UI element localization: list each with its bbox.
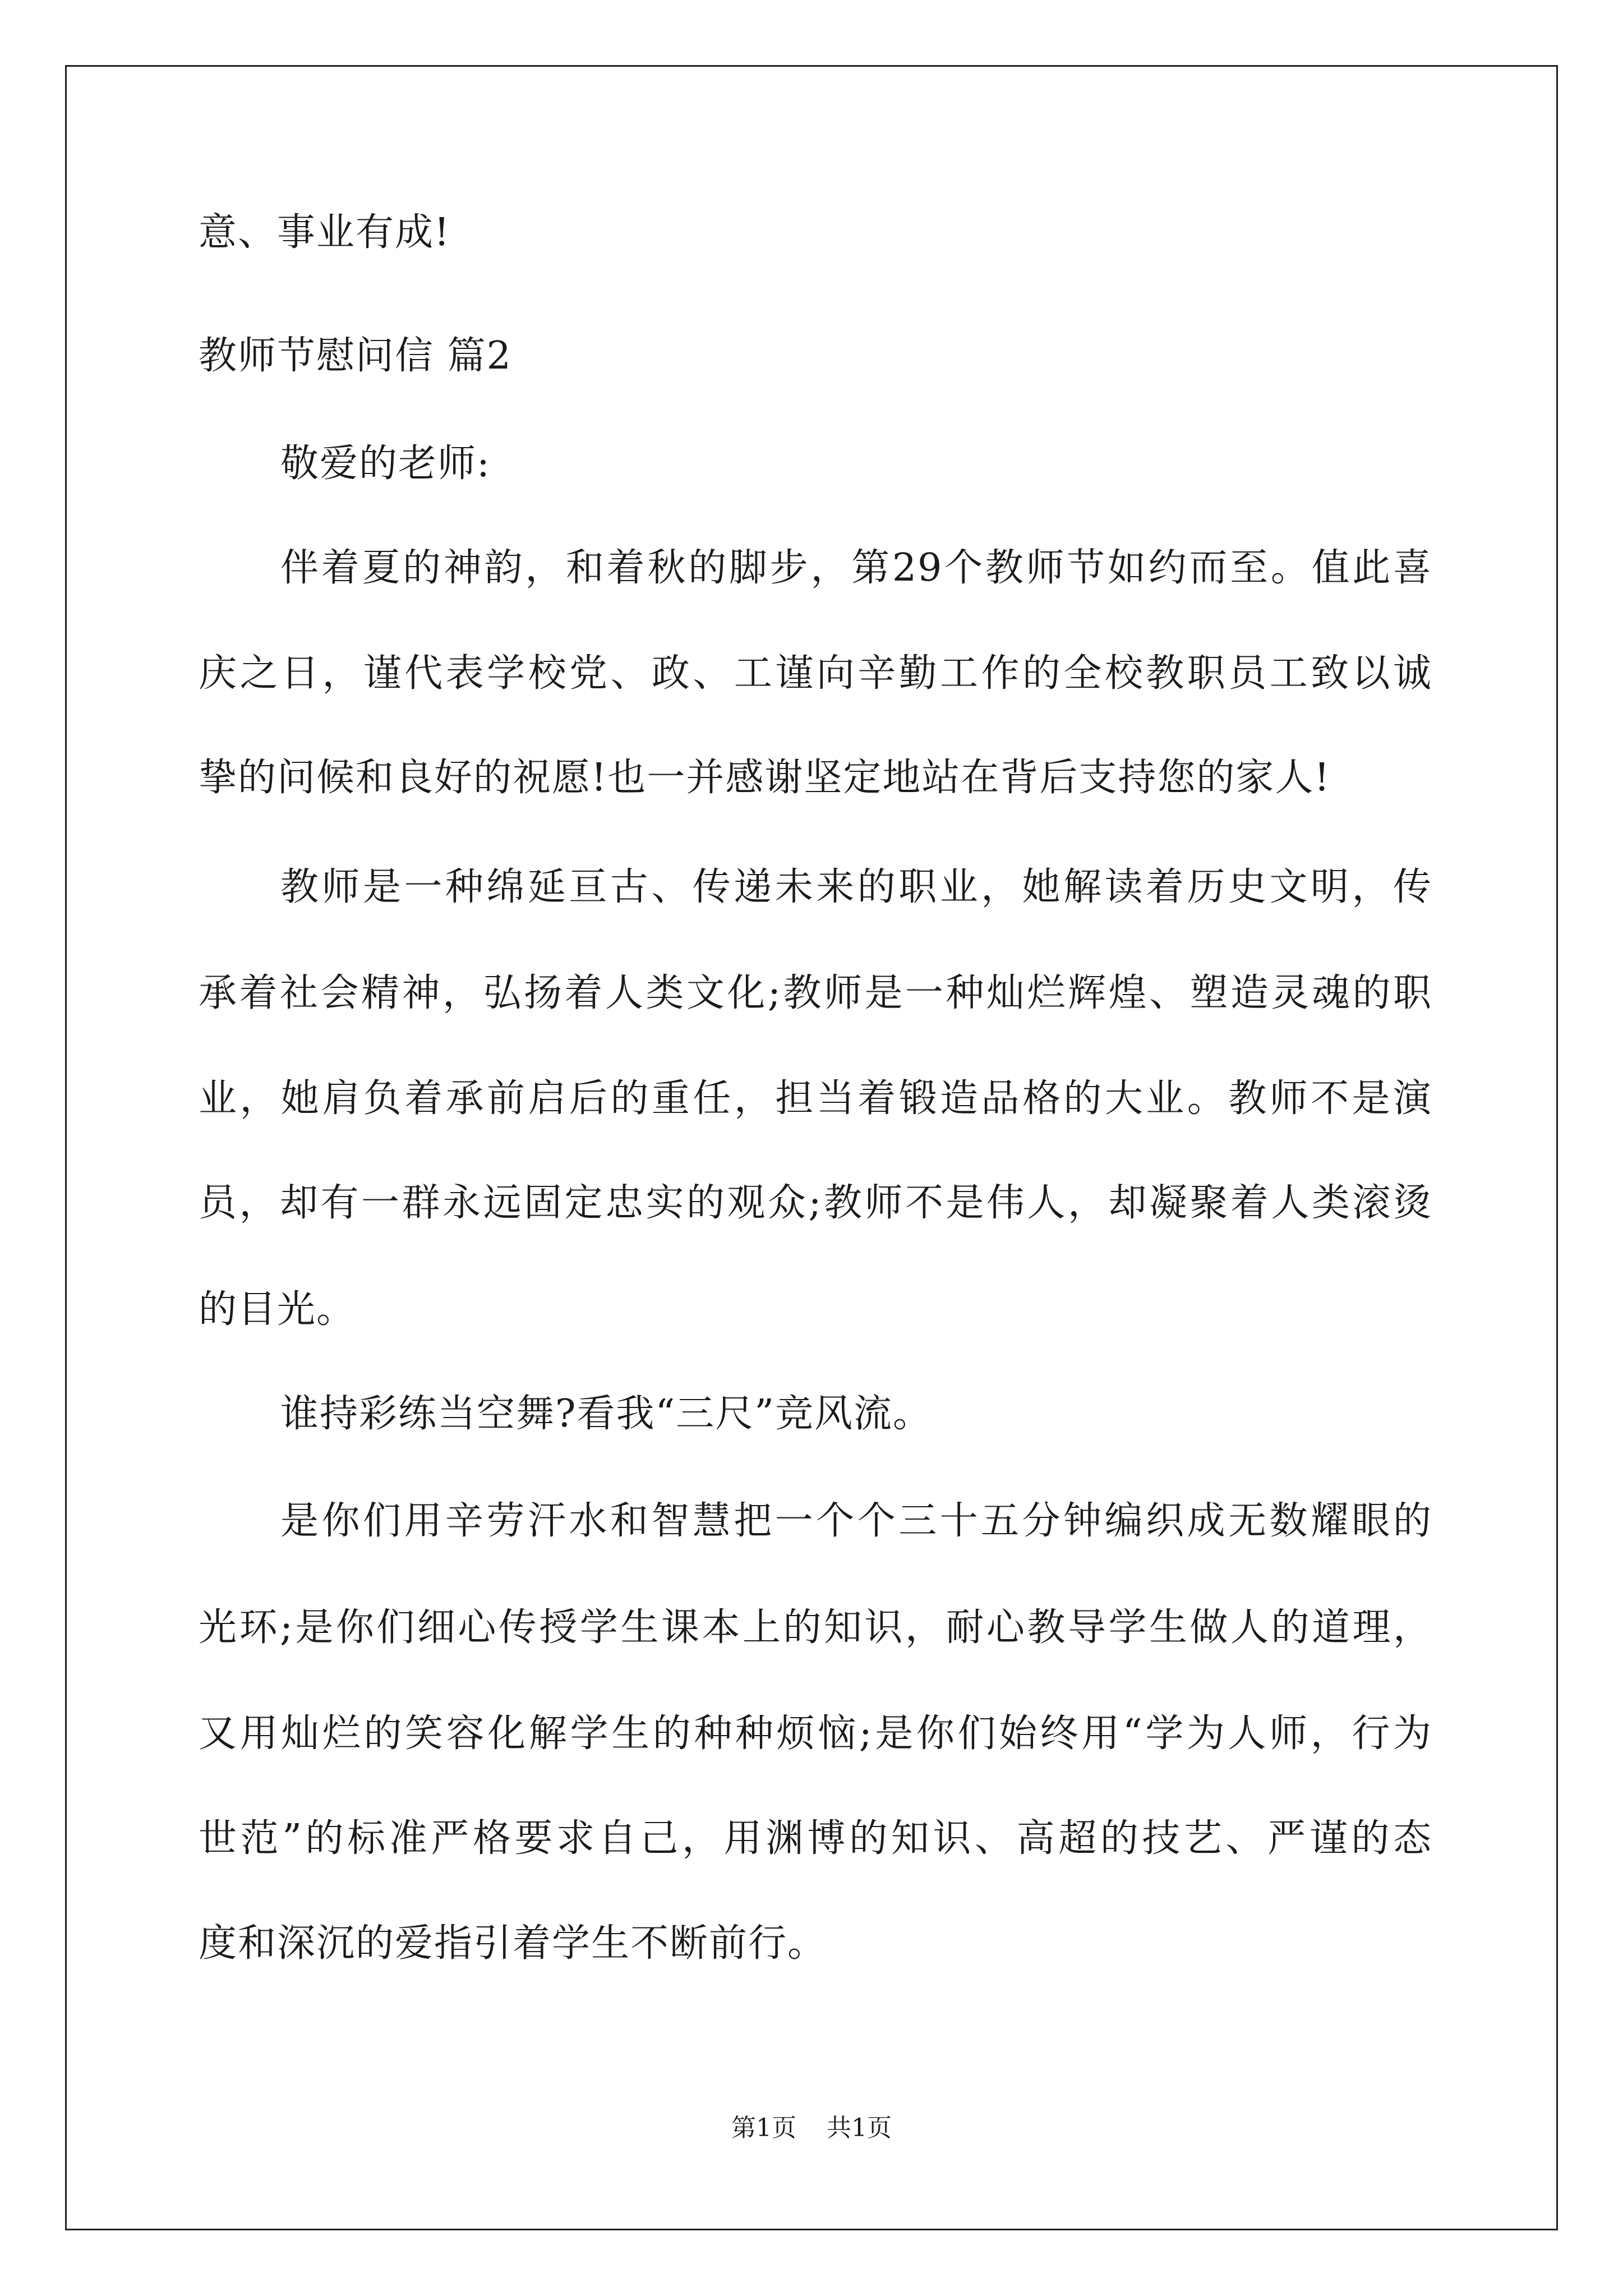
text-line: 的目光。 (199, 1287, 356, 1332)
text-line: 承着社会精神，弘扬着人类文化;教师是一种灿烂辉煌、塑造灵魂的职 (199, 971, 1432, 1015)
text-line: 员，却有一群永远固定忠实的观众;教师不是伟人，却凝聚着人类滚烫 (199, 1181, 1432, 1225)
text-line: 谁持彩练当空舞?看我“三尺”竞风流。 (280, 1392, 932, 1436)
text-line: 庆之日，谨代表学校党、政、工谨向辛勤工作的全校教职员工致以诚 (199, 651, 1432, 696)
text-line: 度和深沉的爱指引着学生不断前行。 (199, 1921, 827, 1966)
text-line: 又用灿烂的笑容化解学生的种种烦恼;是你们始终用“学为人师，行为 (199, 1711, 1432, 1756)
text-line: 世范”的标准严格要求自己，用渊博的知识、高超的技艺、严谨的态 (199, 1816, 1432, 1861)
page-border (65, 65, 1558, 2230)
text-line: 挚的问候和良好的祝愿!也一并感谢坚定地站在背后支持您的家人! (199, 756, 1331, 800)
text-line: 光环;是你们细心传授学生课本上的知识，耐心教导学生做人的道理， (199, 1605, 1432, 1650)
text-line: 意、事业有成! (199, 210, 451, 255)
text-line: 伴着夏的神韵，和着秋的脚步，第29个教师节如约而至。值此喜 (280, 546, 1432, 590)
page-footer (0, 2111, 1623, 2145)
text-line: 业，她肩负着承前启后的重任，担当着锻造品格的大业。教师不是演 (199, 1076, 1432, 1121)
section-heading: 教师节慰问信 篇2 (199, 334, 512, 378)
page-number: 第1页 (731, 2114, 796, 2142)
text-line: 教师是一种绵延亘古、传递未来的职业，她解读着历史文明，传 (280, 865, 1432, 909)
text-line: 是你们用辛劳汗水和智慧把一个个三十五分钟编织成无数耀眼的 (280, 1499, 1432, 1543)
salutation: 敬爱的老师: (280, 441, 491, 486)
page-total: 共1页 (827, 2114, 892, 2142)
